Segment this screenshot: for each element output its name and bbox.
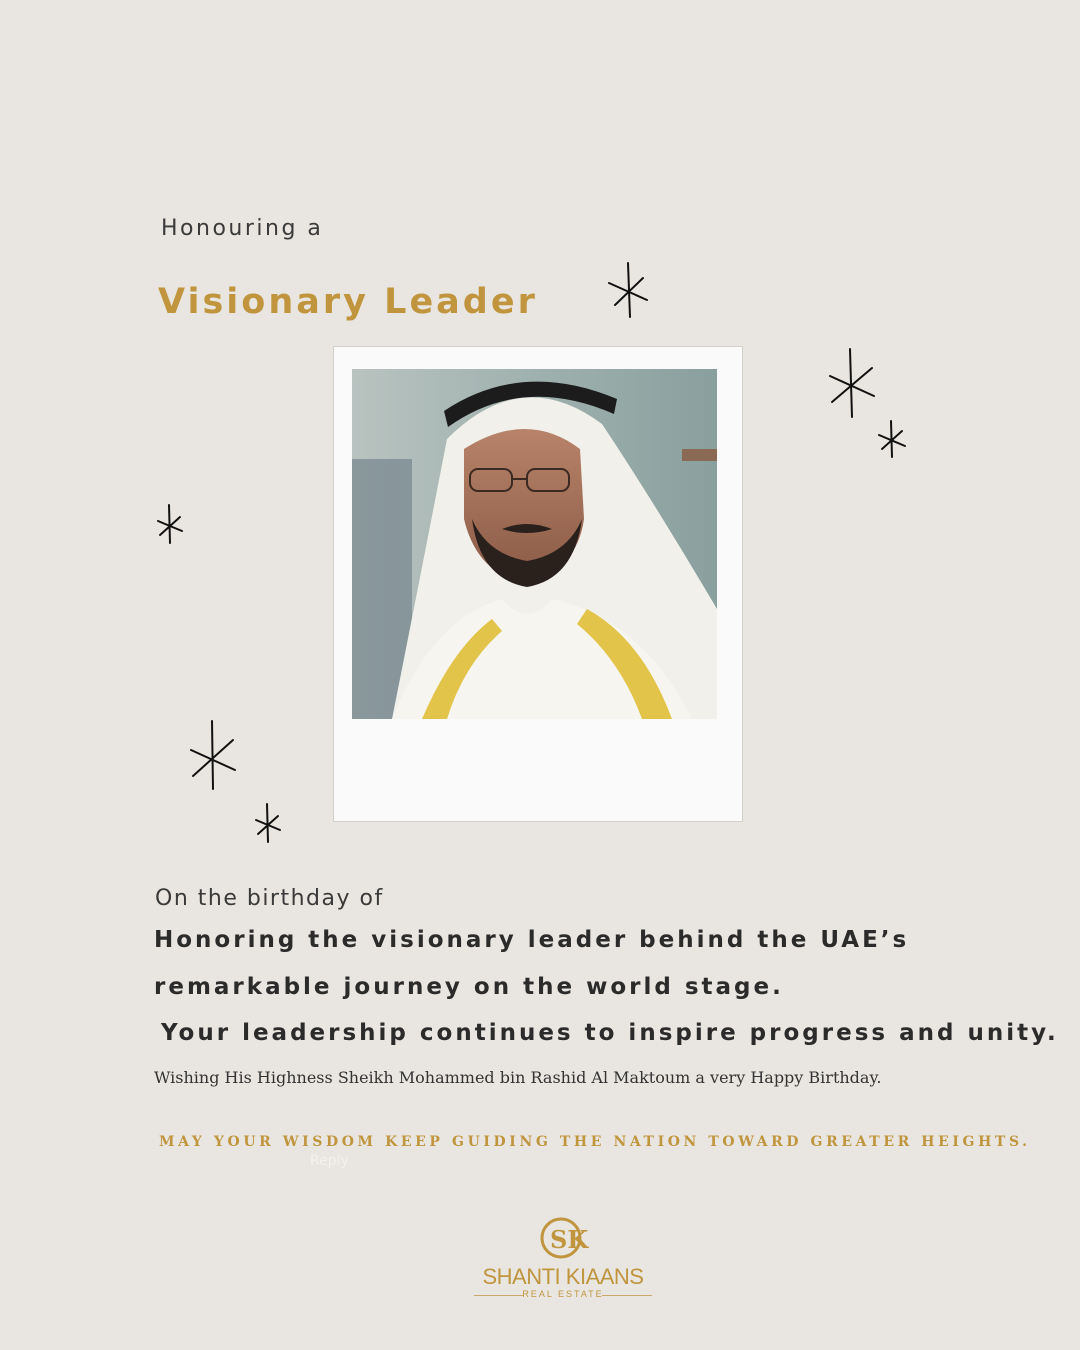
- logo-monogram: SK: [550, 1225, 589, 1254]
- reply-link[interactable]: Reply: [310, 1153, 349, 1169]
- intro-text: Honouring a: [161, 216, 324, 241]
- portrait-illustration: [352, 369, 717, 719]
- sk-monogram-logo: [536, 1212, 590, 1266]
- headline-line: remarkable journey on the world stage.: [154, 974, 784, 1000]
- page-title: Visionary Leader: [158, 282, 538, 322]
- photo-frame: [334, 347, 742, 821]
- sparkle-icon: [155, 503, 185, 545]
- headline-line: Your leadership continues to inspire progress and unity.: [161, 1020, 1059, 1046]
- sparkle-icon: [605, 260, 651, 320]
- birthday-wish: Wishing His Highness Sheikh Mohammed bin Rashid Al Maktoum a very Happy Birthday.: [154, 1068, 882, 1087]
- brand-tagline: REAL ESTATE: [522, 1289, 604, 1299]
- sparkle-icon: [876, 419, 908, 459]
- leader-portrait: [352, 369, 717, 719]
- sparkle-icon: [188, 718, 238, 792]
- sparkle-icon: [253, 802, 283, 844]
- sparkle-icon: [826, 346, 878, 420]
- birthday-label: On the birthday of: [155, 886, 384, 911]
- brand-logo: [470, 1212, 656, 1304]
- motto: MAY YOUR WISDOM KEEP GUIDING THE NATION TOWARD GREATER HEIGHTS.: [159, 1134, 1031, 1150]
- brand-name: SHANTI KIAANS: [482, 1264, 644, 1289]
- headline-line: Honoring the visionary leader behind the UAE’s: [154, 927, 910, 953]
